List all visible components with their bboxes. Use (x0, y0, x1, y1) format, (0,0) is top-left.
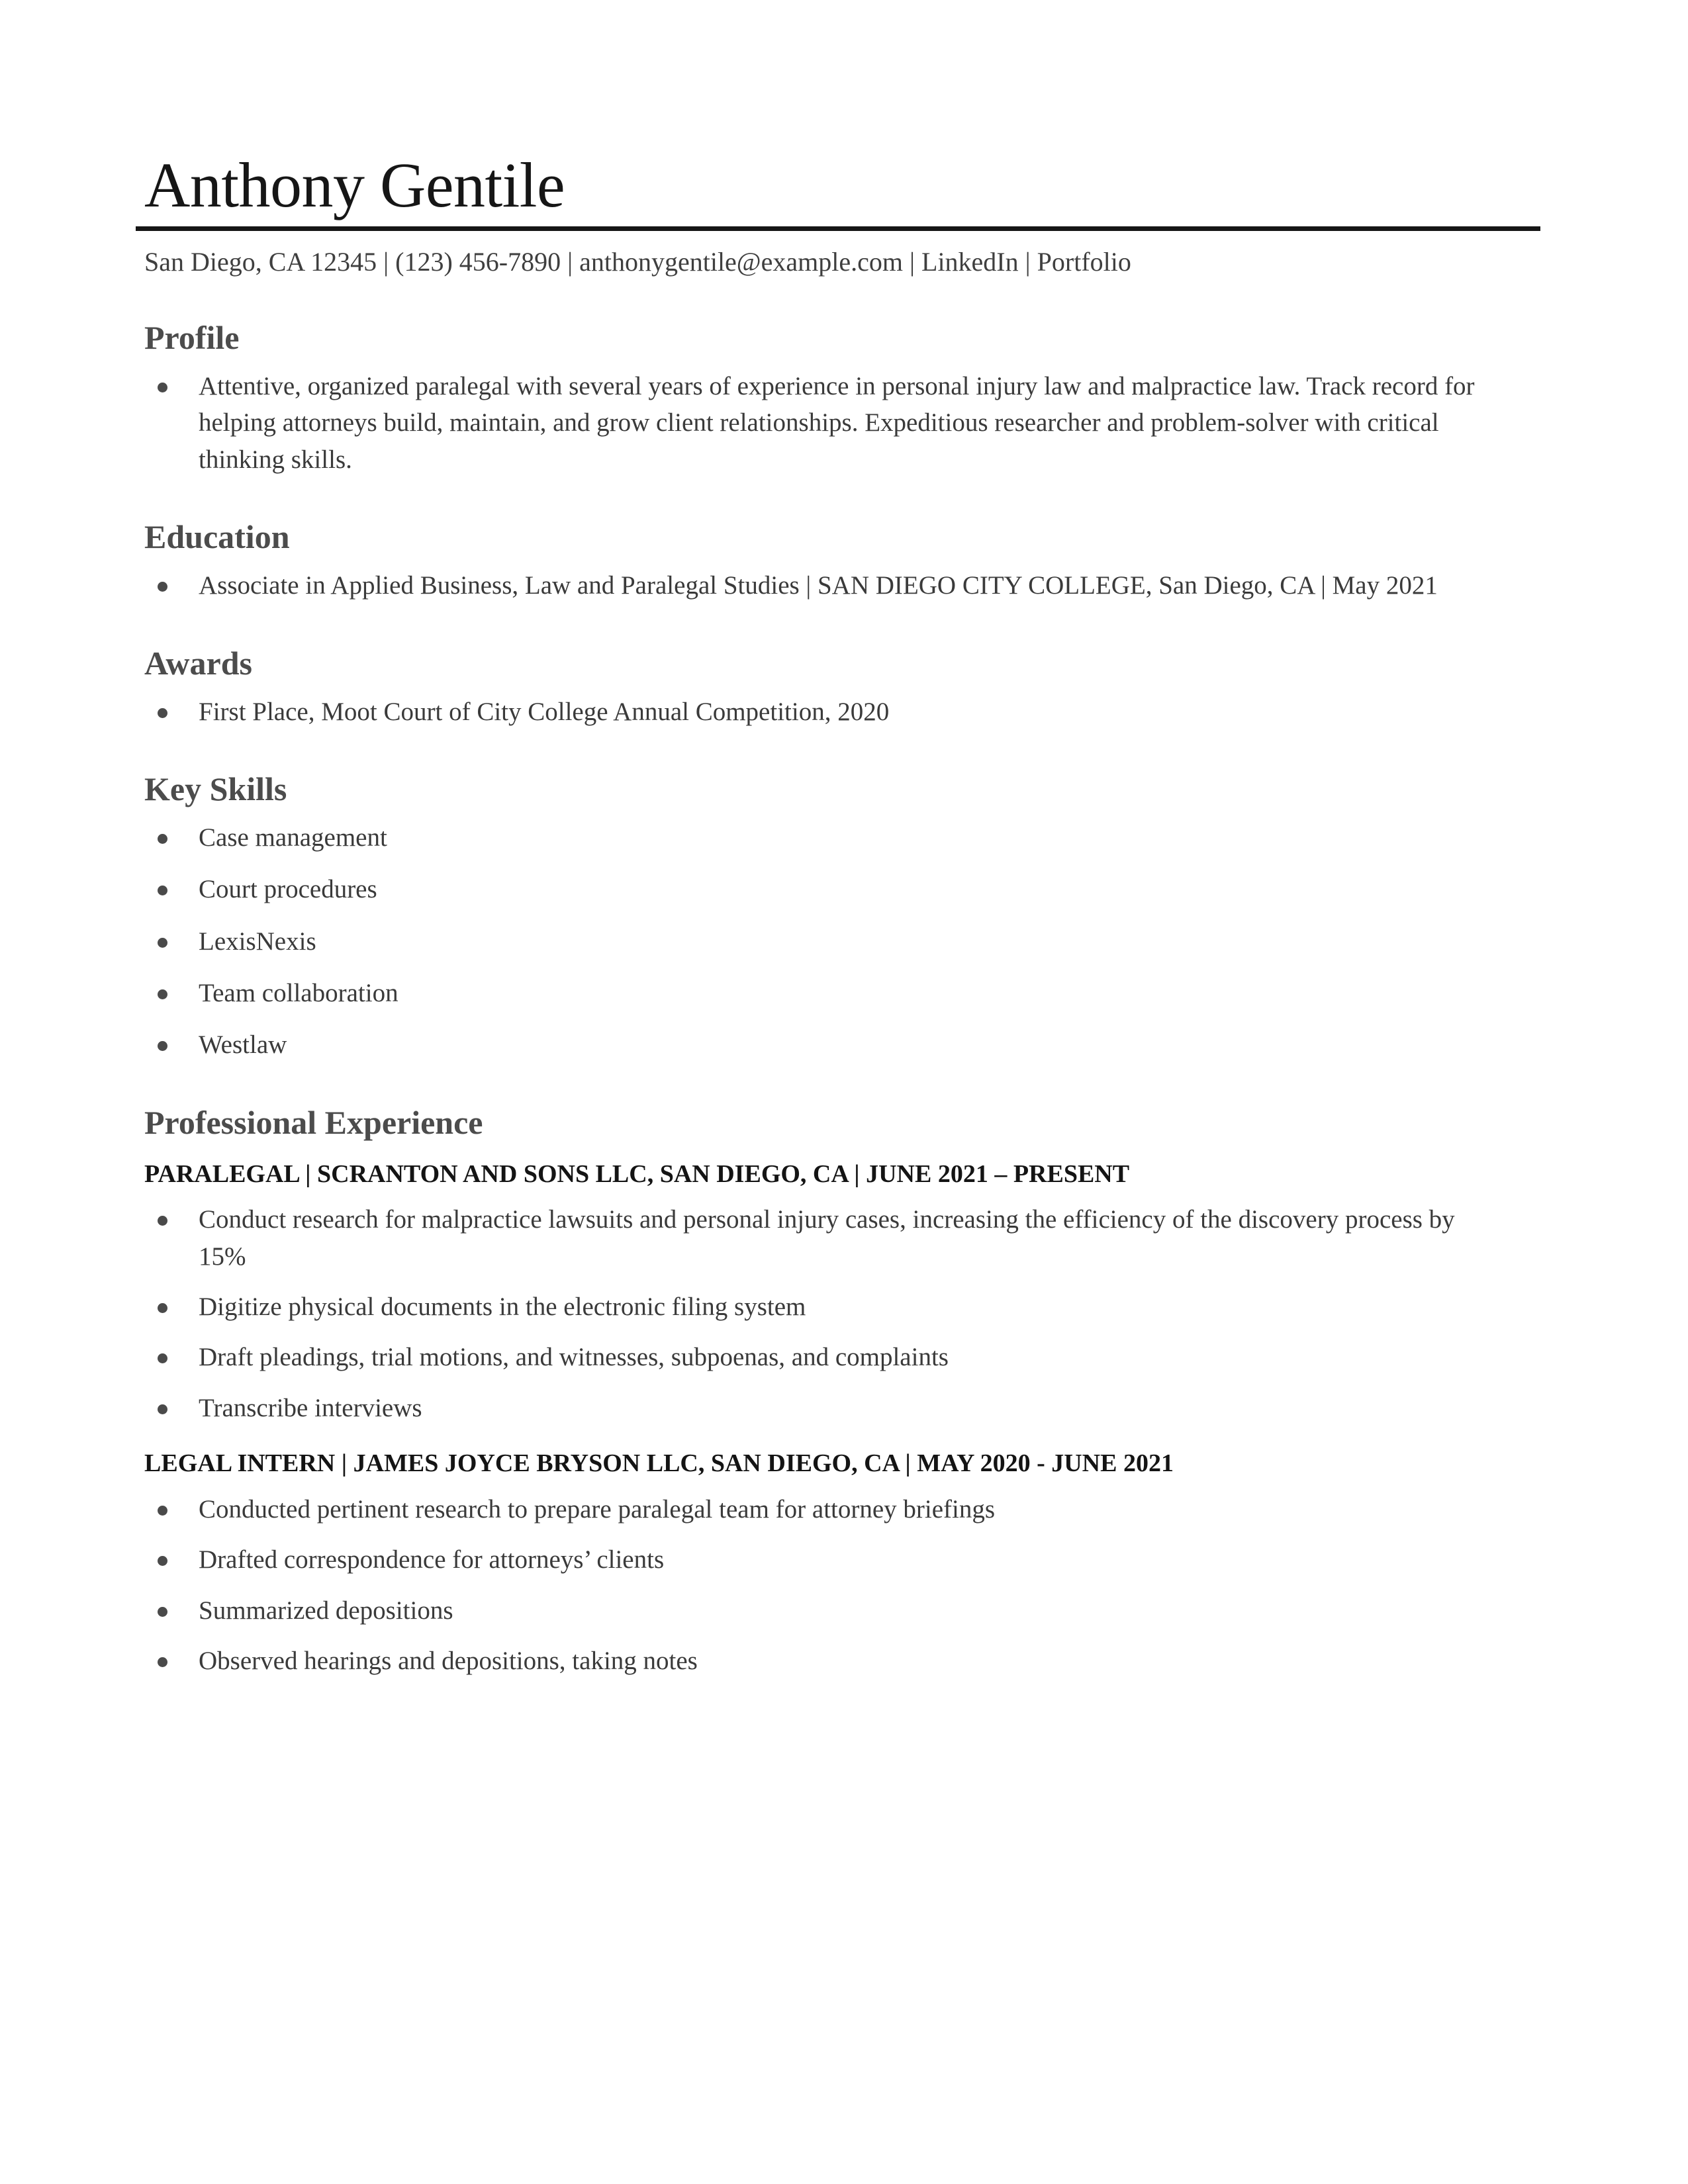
header-divider-rule (136, 226, 1540, 231)
experience-entry (144, 1160, 1549, 1426)
section-heading-education: Education (144, 518, 290, 556)
section-profile (144, 320, 1549, 478)
job-title-heading: LEGAL INTERN | JAMES JOYCE BRYSON LLC, SAN DIEGO, CA | MAY 2020 - JUNE 2021 (144, 1449, 1174, 1478)
list-item: Conduct research for malpractice lawsuits and personal injury cases, increasing the efficiency of the discovery process by 15% (144, 1201, 1486, 1275)
list-item: Transcribe interviews (144, 1390, 1486, 1426)
list-item: Digitize physical documents in the electronic filing system (144, 1289, 1486, 1325)
list-item: LexisNexis (144, 923, 1549, 960)
section-heading-key-skills: Key Skills (144, 770, 287, 807)
list-item: Westlaw (144, 1026, 1549, 1063)
resume-header (144, 150, 1549, 279)
job-title-heading: PARALEGAL | SCRANTON AND SONS LLC, SAN DIEGO, CA | JUNE 2021 – PRESENT (144, 1160, 1130, 1188)
section-awards (144, 645, 1549, 730)
key-skills-bullet-list (144, 819, 1549, 1064)
section-heading-professional-experience: Professional Experience (144, 1103, 483, 1141)
section-heading-profile: Profile (144, 319, 240, 356)
list-item: Conducted pertinent research to prepare paralegal team for attorney briefings (144, 1491, 1486, 1527)
list-item: Team collaboration (144, 975, 1549, 1011)
section-professional-experience (144, 1105, 1549, 1680)
experience-entry (144, 1449, 1549, 1679)
list-item: Summarized depositions (144, 1592, 1486, 1629)
section-education (144, 519, 1549, 604)
candidate-name: Anthony Gentile (144, 150, 565, 220)
list-item: Associate in Applied Business, Law and Paralegal Studies | SAN DIEGO CITY COLLEGE, San Diego, CA | May 2021 (144, 567, 1486, 604)
job-bullet-list (144, 1201, 1549, 1426)
awards-bullet-list (144, 694, 1549, 730)
section-key-skills (144, 771, 1549, 1064)
list-item: Case management (144, 819, 1549, 856)
list-item: Drafted correspondence for attorneys’ clients (144, 1541, 1486, 1578)
list-item: Observed hearings and depositions, taking notes (144, 1643, 1486, 1679)
list-item: Court procedures (144, 871, 1549, 907)
education-bullet-list (144, 567, 1549, 604)
job-bullet-list (144, 1491, 1549, 1680)
list-item: Draft pleadings, trial motions, and witnesses, subpoenas, and complaints (144, 1339, 1486, 1375)
profile-bullet-list (144, 368, 1549, 478)
section-heading-awards: Awards (144, 644, 252, 682)
list-item: First Place, Moot Court of City College Annual Competition, 2020 (144, 694, 1486, 730)
contact-info-line: San Diego, CA 12345 | (123) 456-7890 | anthonygentile@example.com | LinkedIn | Portfolio (144, 247, 1131, 277)
list-item: Attentive, organized paralegal with several years of experience in personal injury law and malpractice law. Track record for helping attorneys build, maintain, and grow client relationships. Expeditious researcher and problem-solver with critical thinking skills. (144, 368, 1486, 478)
